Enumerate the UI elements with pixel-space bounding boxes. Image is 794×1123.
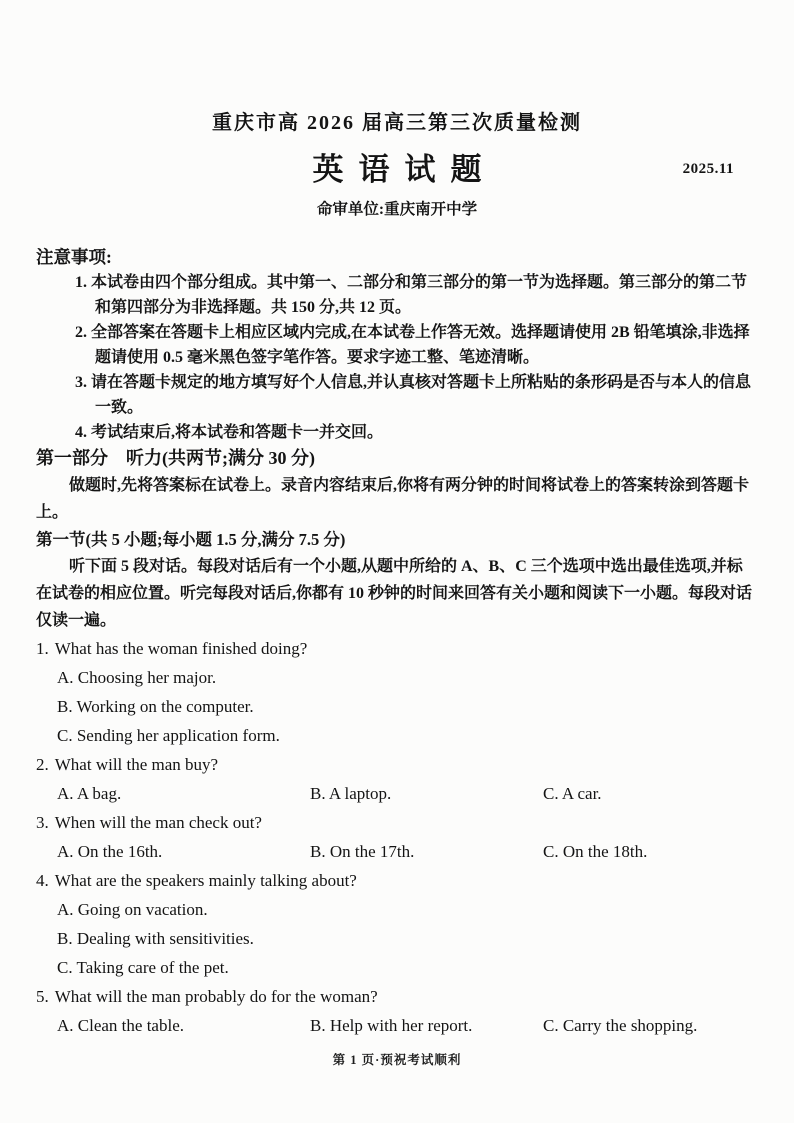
question-2-line — [36, 750, 758, 779]
question-3-line — [36, 808, 758, 837]
question-1-option-b: B. Working on the computer. — [57, 697, 254, 716]
exam-title: 英语试题 — [312, 152, 497, 187]
question-4-number: 4. — [36, 871, 49, 890]
notice-item-4: 4. 考试结束后,将本试卷和答题卡一并交回。 — [75, 424, 384, 441]
question-5-line — [36, 982, 758, 1011]
question-1-line — [36, 634, 758, 663]
question-3-option-b: B. On the 17th. — [310, 842, 415, 861]
question-2-option-b: B. A laptop. — [310, 784, 392, 803]
question-1-option-c: C. Sending her application form. — [57, 726, 280, 745]
title-row — [36, 148, 758, 192]
question-3 — [36, 808, 758, 866]
question-2-option-c: C. A car. — [543, 784, 602, 803]
page-footer: 第 1 页·预祝考试顺利 — [332, 1053, 462, 1067]
question-1-text: What has the woman finished doing? — [54, 639, 308, 658]
question-3-option-c: C. On the 18th. — [543, 842, 648, 861]
question-2-option-a: A. A bag. — [57, 784, 122, 803]
question-5-options — [36, 1011, 758, 1040]
question-5 — [36, 982, 758, 1040]
question-3-number: 3. — [36, 813, 49, 832]
question-4-text: What are the speakers mainly talking about? — [54, 871, 357, 890]
question-1-option-a: A. Choosing her major. — [57, 668, 217, 687]
question-3-text: When will the man check out? — [54, 813, 262, 832]
question-5-option-a: A. Clean the table. — [57, 1016, 184, 1035]
question-5-text: What will the man probably do for the woman? — [54, 987, 378, 1006]
section1-heading: 第一节(共 5 小题;每小题 1.5 分,满分 7.5 分) — [36, 530, 346, 549]
question-3-option-a: A. On the 16th. — [57, 842, 163, 861]
question-4 — [36, 866, 758, 982]
question-5-option-b: B. Help with her report. — [310, 1016, 473, 1035]
question-4-option-c: C. Taking care of the pet. — [57, 958, 229, 977]
question-4-option-b: B. Dealing with sensitivities. — [57, 929, 254, 948]
notice-heading: 注意事项: — [36, 247, 112, 267]
question-4-option-a: A. Going on vacation. — [57, 900, 208, 919]
section1-instructions: 听下面 5 段对话。每段对话后有一个小题,从题中所给的 A、B、C 三个选项中选出最佳选项,并标在试卷的相应位置。听完每段对话后,你都有 10 秒钟的时间来回答有关小题和阅读下一小题。每段对话仅读一遍。 — [36, 558, 753, 629]
notice-item-2: 2. 全部答案在答题卡上相应区域内完成,在本试卷上作答无效。选择题请使用 2B 铅笔填涂,非选择题请使用 0.5 毫米黑色签字笔作答。要求字迹工整、笔迹清晰。 — [75, 324, 750, 366]
exam-header-line: 重庆市高 2026 届高三第三次质量检测 — [212, 112, 582, 134]
question-5-option-c: C. Carry the shopping. — [543, 1016, 698, 1035]
question-2-options — [36, 779, 758, 808]
question-1 — [36, 634, 758, 750]
question-1-number: 1. — [36, 639, 49, 658]
notice-item-3: 3. 请在答题卡规定的地方填写好个人信息,并认真核对答题卡上所粘贴的条形码是否与本人的信息一致。 — [75, 374, 752, 416]
question-3-options — [36, 837, 758, 866]
exam-date: 2025.11 — [682, 161, 734, 177]
question-2-text: What will the man buy? — [54, 755, 219, 774]
question-5-number: 5. — [36, 987, 49, 1006]
part1-intro: 做题时,先将答案标在试卷上。录音内容结束后,你将有两分钟的时间将试卷上的答案转涂到答题卡上。 — [36, 477, 750, 521]
question-4-line — [36, 866, 758, 895]
exam-issuer: 命审单位:重庆南开中学 — [316, 201, 478, 218]
question-2 — [36, 750, 758, 808]
notice-list — [36, 270, 758, 445]
question-2-number: 2. — [36, 755, 49, 774]
notice-item-1: 1. 本试卷由四个部分组成。其中第一、二部分和第三部分的第一节为选择题。第三部分的第二节和第四部分为非选择题。共 150 分,共 12 页。 — [75, 274, 748, 316]
part1-heading: 第一部分 听力(共两节;满分 30 分) — [36, 448, 315, 468]
